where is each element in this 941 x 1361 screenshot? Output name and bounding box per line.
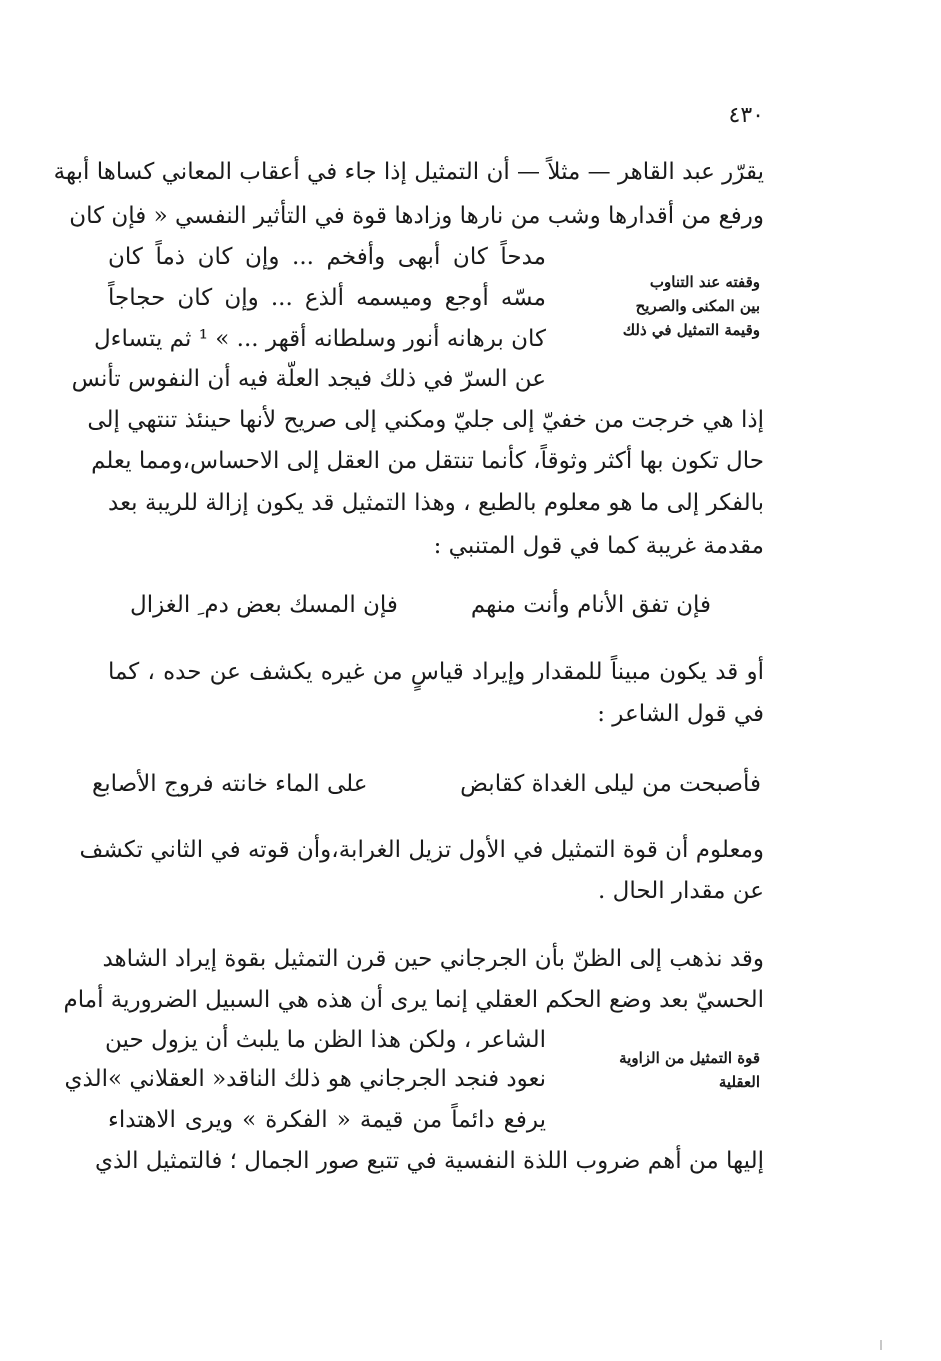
margin-note-line: قوة التمثيل من الزاوية (619, 1049, 760, 1067)
text-line: كان برهانه أنور وسلطانه أقهر ... » ¹ ثم يتساءل (93, 326, 546, 352)
text-line: عن مقدار الحال . (598, 878, 764, 904)
verse-second-hemistich: على الماء خانته فروج الأصابع (92, 771, 368, 797)
text-line: مدحاً كان أبهى وأفخم ... وإن كان ذماً كان (108, 244, 546, 270)
text-line: عن السرّ في ذلك فيجد العلّة فيه أن النفوس تأنس (71, 366, 546, 392)
text-line: ومعلوم أن قوة التمثيل في الأول تزيل الغرابة،وأن قوته في الثاني تكشف (79, 837, 764, 863)
text-line: نعود فنجد الجرجاني هو ذلك الناقد« العقلاني »الذي (64, 1066, 546, 1092)
text-line: وقد نذهب إلى الظنّ بأن الجرجاني حين قرن التمثيل بقوة إيراد الشاهد (102, 946, 764, 972)
text-line: الشاعر ، ولكن هذا الظن ما يلبث أن يزول حين (105, 1027, 546, 1053)
margin-note (590, 270, 760, 342)
text-line: بالفكر إلى ما هو معلوم بالطبع ، وهذا التمثيل قد يكون إزالة للريبة بعد (108, 490, 764, 516)
margin-note-line: العقلية (718, 1073, 760, 1091)
text-line: أو قد يكون مبيناً للمقدار وإيراد قياسٍ من غيره يكشف عن حده ، كما (108, 659, 764, 685)
margin-note-line: وقيمة التمثيل في ذلك (622, 321, 760, 339)
verse-first-hemistich: فأصبحت من ليلى الغداة كقابض (460, 771, 761, 797)
page-number: ٤٣٠ (728, 103, 764, 128)
verse-first-hemistich: فإن تفق الأنام وأنت منهم (470, 592, 711, 618)
text-line: يقرّر عبد القاهر — مثلاً — أن التمثيل إذا جاء في أعقاب المعاني كساها أبهة (53, 159, 764, 185)
text-line: مسّه أوجع وميسمه ألذع ... وإن كان حجاجاً (108, 285, 546, 311)
margin-note (590, 1046, 760, 1094)
text-line: إليها من أهم ضروب اللذة النفسية في تتبع صور الجمال ؛ فالتمثيل الذي (94, 1148, 764, 1174)
text-line: الحسيّ بعد وضع الحكم العقلي إنما يرى أن هذه هي السبيل الضرورية أمام (63, 987, 764, 1013)
text-line: ورفع من أقدارها وشب من نارها وزادها قوة في التأثير النفسي « فإن كان (69, 203, 764, 229)
text-line: يرفع دائماً من قيمة « الفكرة » ويرى الاهتداء (108, 1107, 546, 1133)
margin-note-line: وقفته عند التناوب (649, 273, 760, 291)
margin-note-line: بين المكنى والصريح (635, 297, 760, 315)
text-line: في قول الشاعر : (597, 701, 764, 727)
verse-second-hemistich: فإن المسك بعض دم ِ الغزال (130, 592, 398, 618)
text-line: حال تكون بها أكثر وثوقاً، كأنما تنتقل من العقل إلى الاحساس،ومما يعلم (91, 448, 764, 474)
text-line: مقدمة غريبة كما في قول المتنبي : (433, 533, 764, 559)
scan-speck (880, 1340, 882, 1350)
text-line: إذا هي خرجت من خفيّ إلى جليّ ومكني إلى صريح لأنها حينئذ تنتهي إلى (87, 407, 764, 433)
